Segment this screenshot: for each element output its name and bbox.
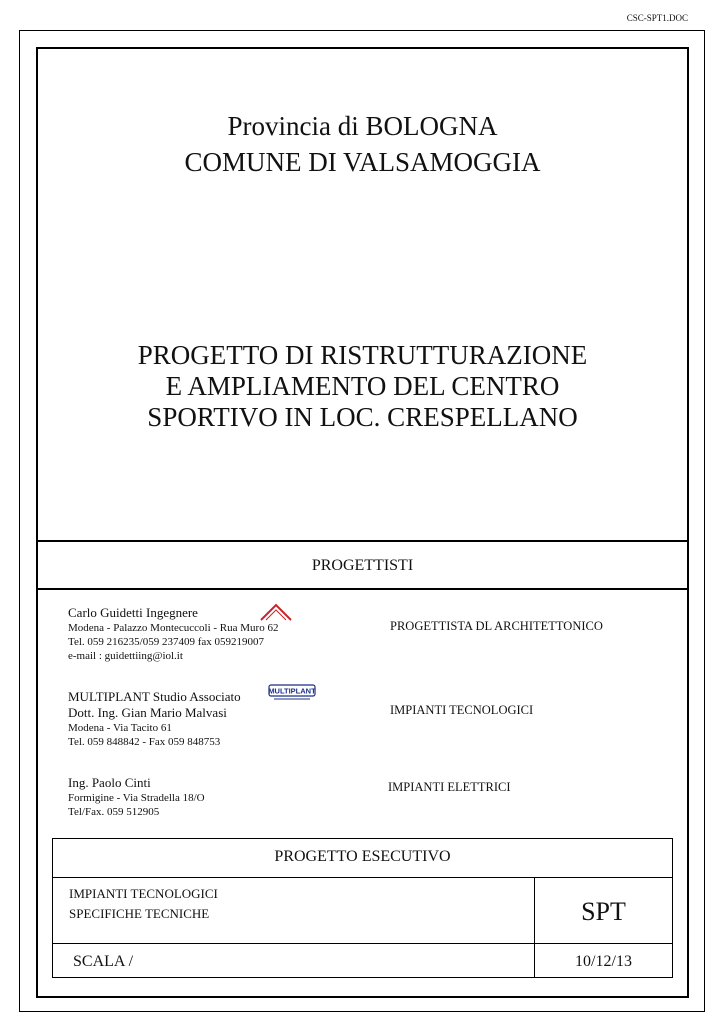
- designer-phone: Tel. 059 848842 - Fax 059 848753: [68, 736, 221, 748]
- project-title-line: SPORTIVO IN LOC. CRESPELLANO: [147, 402, 578, 432]
- designer-role: PROGETTISTA DL ARCHITETTONICO: [390, 619, 603, 633]
- multiplant-logo-text: MULTIPLANT: [268, 686, 316, 696]
- project-title-line: PROGETTO DI RISTRUTTURAZIONE: [137, 340, 588, 370]
- multiplant-logo: [268, 684, 316, 701]
- designer-entry-guidetti: [68, 605, 278, 663]
- designer-name: Carlo Guidetti Ingegnere: [68, 605, 198, 620]
- designer-email: e-mail : guidettiing@iol.it: [68, 650, 183, 662]
- designer-name: Dott. Ing. Gian Mario Malvasi: [68, 705, 227, 720]
- project-title: [36, 340, 689, 433]
- designer-phone: Tel/Fax. 059 512905: [68, 806, 160, 818]
- comune-heading: COMUNE DI VALSAMOGGIA: [184, 147, 541, 177]
- designer-address: Formigine - Via Stradella 18/O: [68, 792, 205, 804]
- divider: [36, 540, 689, 542]
- divider: [36, 588, 689, 590]
- designer-role: IMPIANTI TECNOLOGICI: [390, 703, 534, 717]
- designer-phone: Tel. 059 216235/059 237409 fax 059219007: [68, 636, 264, 648]
- title-block-title: PROGETTO ESECUTIVO: [274, 848, 451, 865]
- project-title-line: E AMPLIAMENTO DEL CENTRO: [165, 371, 560, 401]
- roof-logo-icon: [260, 602, 292, 622]
- description-line: SPECIFICHE TECNICHE: [69, 906, 210, 921]
- title-block-divider: [52, 943, 673, 944]
- document-code: CSC-SPT1.DOC: [626, 13, 688, 23]
- title-block-divider: [52, 877, 673, 878]
- designer-entry-multiplant: [68, 689, 241, 749]
- province-heading: Provincia di BOLOGNA: [227, 111, 498, 141]
- progettisti-label: PROGETTISTI: [311, 557, 414, 574]
- designer-name: Ing. Paolo Cinti: [68, 775, 151, 790]
- designer-entry-cinti: [68, 775, 205, 819]
- date-label: 10/12/13: [575, 953, 632, 970]
- designer-role: IMPIANTI ELETTRICI: [388, 780, 511, 794]
- designer-address: Modena - Via Tacito 61: [68, 722, 172, 734]
- scale-label: SCALA /: [73, 953, 134, 970]
- title-block-description: [69, 884, 218, 924]
- description-line: IMPIANTI TECNOLOGICI: [69, 886, 218, 901]
- designer-address: Modena - Palazzo Montecuccoli - Rua Muro 62: [68, 622, 279, 634]
- document-code-label: SPT: [581, 897, 626, 926]
- designer-name: MULTIPLANT Studio Associato: [68, 689, 241, 704]
